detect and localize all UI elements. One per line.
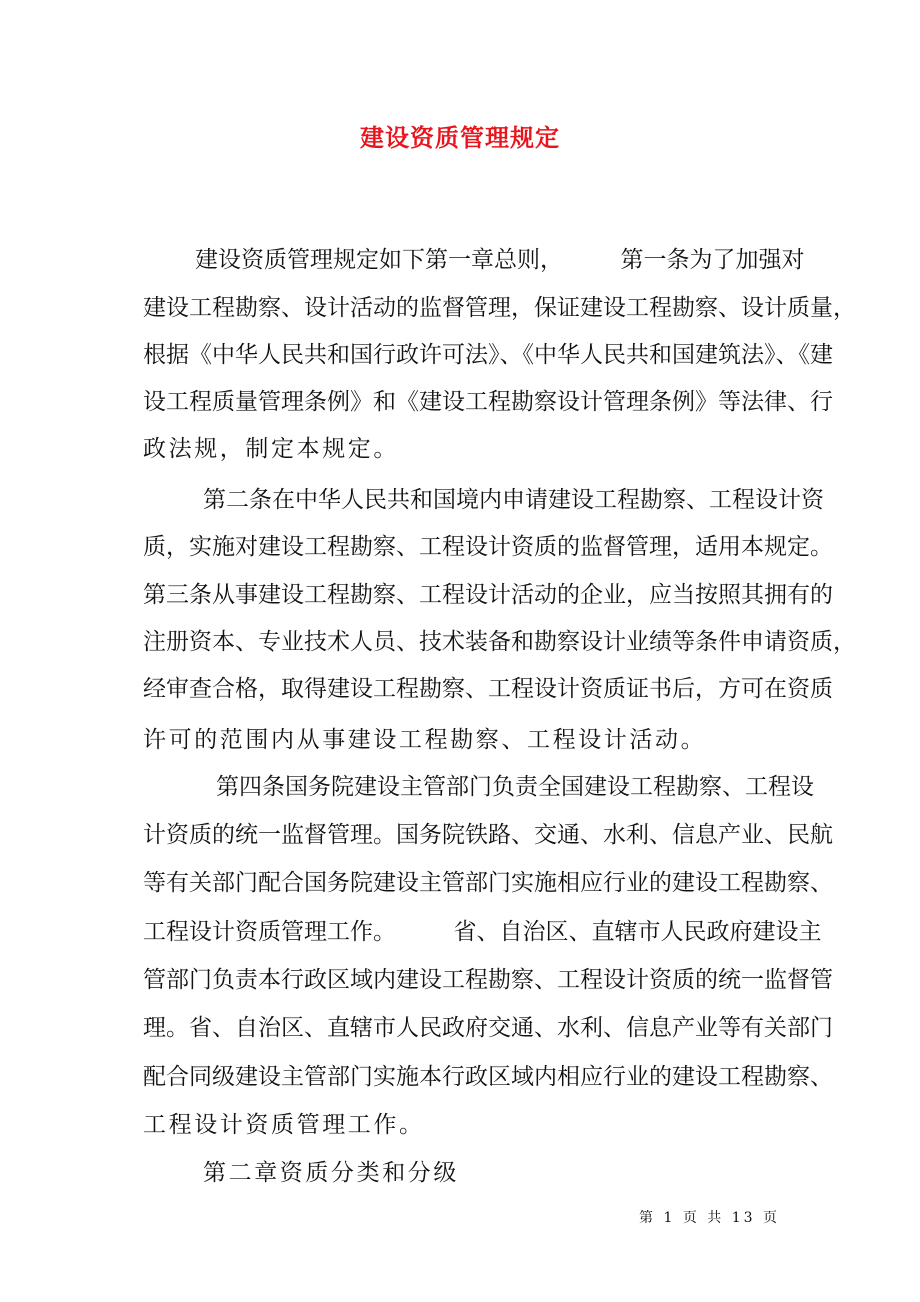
paragraph-line: 计资质的统一监督管理。国务院铁路、交通、水利、信息产业、民航 xyxy=(143,822,833,848)
paragraph-line: 配合同级建设主管部门实施本行政区域内相应行业的建设工程勘察、 xyxy=(143,1064,833,1090)
paragraph-line: 等有关部门配合国务院建设主管部门实施相应行业的建设工程勘察、 xyxy=(143,870,833,896)
paragraph-line: 设工程质量管理条例》和《建设工程勘察设计管理条例》等法律、行 xyxy=(143,389,833,415)
paragraph-line: 注册资本、专业技术人员、技术装备和勘察设计业绩等条件申请资质， xyxy=(143,629,856,655)
paragraph-line: 工程设计资质管理工作。 xyxy=(143,1112,425,1138)
paragraph-line: 经审查合格，取得建设工程勘察、工程设计资质证书后，方可在资质 xyxy=(143,676,833,702)
paragraph-line: 管部门负责本行政区域内建设工程勘察、工程设计资质的统一监督管 xyxy=(143,967,833,993)
paragraph-line: 建设资质管理规定如下第一章总则， 第一条为了加强对 xyxy=(195,247,805,273)
paragraph-line: 第四条国务院建设主管部门负责全国建设工程勘察、工程设 xyxy=(216,774,814,800)
paragraph-line: 政法规，制定本规定。 xyxy=(143,436,399,462)
paragraph-line: 建设工程勘察、设计活动的监督管理，保证建设工程勘察、设计质量， xyxy=(143,295,856,321)
paragraph-line: 质，实施对建设工程勘察、工程设计资质的监督管理，适用本规定。 xyxy=(143,534,833,560)
paragraph-line: 根据《中华人民共和国行政许可法》、《中华人民共和国建筑法》、《建 xyxy=(143,342,833,368)
paragraph-line: 第三条从事建设工程勘察、工程设计活动的企业，应当按照其拥有的 xyxy=(143,582,833,608)
document-title: 建设资质管理规定 xyxy=(360,123,560,152)
paragraph-line: 工程设计资质管理工作。 省、自治区、直辖市人民政府建设主 xyxy=(143,919,822,945)
paragraph-line: 许可的范围内从事建设工程勘察、工程设计活动。 xyxy=(143,727,707,753)
page-number: 第 1 页 共 13 页 xyxy=(639,1210,780,1226)
paragraph-line: 第二条在中华人民共和国境内申请建设工程勘察、工程设计资 xyxy=(203,487,824,513)
chapter-heading: 第二章资质分类和分级 xyxy=(203,1160,459,1186)
paragraph-line: 理。省、自治区、直辖市人民政府交通、水利、信息产业等有关部门 xyxy=(143,1015,833,1041)
